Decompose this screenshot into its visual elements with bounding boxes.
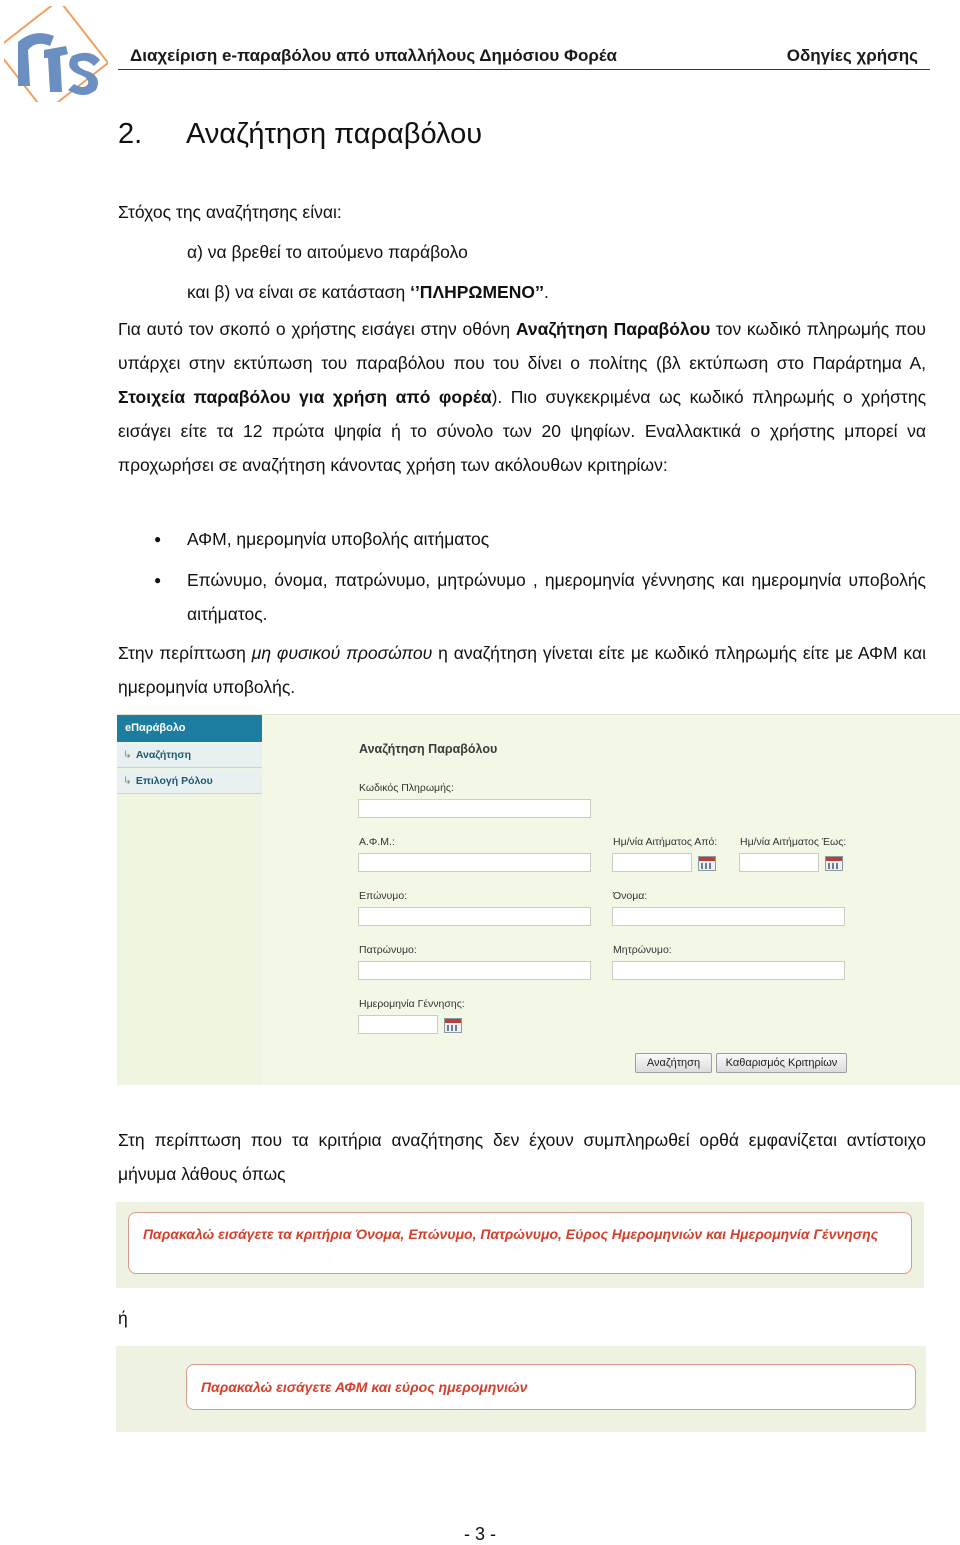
- para1-text-1: Για αυτό τον σκοπό ο χρήστης εισάγει στην οθόνη: [118, 319, 516, 339]
- header-document-title: Διαχείριση e-παραβόλου από υπαλλήλους Δημόσιου Φορέα: [130, 46, 617, 65]
- goal-a: α) να βρεθεί το αιτούμενο παράβολο: [187, 242, 468, 262]
- gsis-logo-icon: [4, 6, 108, 102]
- error-message: Παρακαλώ εισάγετε τα κριτήρια Όνομα, Επώνυμο, Πατρώνυμο, Εύρος Ημερομηνιών και Ημερομηνία Γέννησης: [128, 1212, 912, 1274]
- criteria-text: ΑΦΜ, ημερομηνία υποβολής αιτήματος: [187, 529, 490, 549]
- search-screen-screenshot: [117, 714, 960, 1085]
- bullet-icon: ●: [154, 573, 162, 587]
- paragraph-search-instructions: [118, 312, 926, 482]
- surname-input[interactable]: [358, 907, 591, 926]
- error-screenshot-2: [116, 1346, 926, 1432]
- mother-name-label: Μητρώνυμο:: [613, 944, 672, 956]
- name-label: Όνομα:: [613, 890, 648, 902]
- mother-name-input[interactable]: [612, 961, 845, 980]
- header-divider: [118, 69, 930, 70]
- sidebar-item-label: Αναζήτηση: [135, 749, 191, 761]
- para1-text-2: τον κωδικό πληρωμής που υπάρχει στην εκτύπωση του παραβόλου που του δίνει ο πολίτης (βλ εκτύπωση στο Παράρτημα Α,: [118, 319, 927, 373]
- afm-input[interactable]: [358, 853, 591, 872]
- error-message: Παρακαλώ εισάγετε ΑΦΜ και εύρος ημερομηνιών: [186, 1364, 916, 1410]
- or-text: ή: [118, 1308, 128, 1328]
- section-number: 2.: [118, 118, 143, 150]
- error-screenshot-1: [116, 1202, 924, 1288]
- criteria-list: [118, 522, 926, 631]
- header-guide-label: Οδηγίες χρήσης: [786, 46, 918, 65]
- father-name-input[interactable]: [358, 961, 591, 980]
- birthdate-label: Ημερομηνία Γέννησης:: [359, 998, 465, 1010]
- sidebar-title[interactable]: eΠαράβολο: [117, 715, 262, 742]
- intro-text: Στόχος της αναζήτησης είναι:: [118, 202, 342, 222]
- section-title: Αναζήτηση παραβόλου: [186, 118, 483, 150]
- calendar-icon[interactable]: [444, 1018, 462, 1033]
- paragraph-error-intro: Στη περίπτωση που τα κριτήρια αναζήτησης δεν έχουν συμπληρωθεί ορθά εμφανίζεται αντίστοιχο μήνυμα λάθους όπως: [118, 1130, 926, 1184]
- search-button[interactable]: Αναζήτηση: [635, 1053, 712, 1073]
- payment-code-input[interactable]: [358, 799, 591, 818]
- surname-label: Επώνυμο:: [359, 890, 408, 902]
- name-input[interactable]: [612, 907, 845, 926]
- sidebar: [117, 715, 262, 1085]
- para2-text-1: Στην περίπτωση: [118, 643, 252, 663]
- page-number: - 3 -: [463, 1524, 496, 1544]
- para2-text-2: η αναζήτηση γίνεται είτε με κωδικό πληρωμής είτε με ΑΦΜ και ημερομηνία υποβολής.: [118, 643, 926, 697]
- calendar-icon[interactable]: [698, 856, 716, 871]
- para1-section-ref: Στοιχεία παραβόλου για χρήση από φορέα: [118, 387, 492, 407]
- date-from-input[interactable]: [612, 853, 692, 872]
- calendar-icon[interactable]: [825, 856, 843, 871]
- sidebar-item-role[interactable]: [117, 769, 262, 794]
- criteria-text: Επώνυμο, όνομα, πατρώνυμο, μητρώνυμο , ημερομηνία γέννησης και ημερομηνία υποβολής αιτήματος.: [187, 570, 926, 624]
- date-to-input[interactable]: [739, 853, 819, 872]
- goal-b: [187, 282, 549, 303]
- date-to-label: Ημ/νία Αιτήματος Έως:: [740, 836, 847, 848]
- date-from-label: Ημ/νία Αιτήματος Από:: [613, 836, 718, 848]
- arrow-icon: ↳: [123, 775, 132, 787]
- goal-b-suffix: .: [544, 282, 549, 302]
- list-item: [118, 522, 926, 556]
- list-item: [118, 563, 926, 631]
- clear-criteria-button[interactable]: Καθαρισμός Κριτηρίων: [716, 1053, 847, 1073]
- para1-text-3: ). Πιο συγκεκριμένα ως κωδικό πληρωμής ο χρήστης εισάγει είτε τα 12 πρώτα ψηφία ή το σύνολο των 20 ψηφίων. Εναλλακτικά ο χρήστης μπορεί να προχωρήσει σε αναζήτηση κάνοντας χρήση των ακόλουθων κριτηρίων:: [118, 387, 926, 475]
- section-heading: [118, 118, 482, 151]
- status-paid: ‘’ΠΛΗΡΩΜΕΝΟ’’: [410, 282, 545, 302]
- payment-code-label: Κωδικός Πληρωμής:: [359, 782, 454, 794]
- para2-emphasis: μη φυσικού προσώπου: [251, 643, 433, 663]
- form-title: Αναζήτηση Παραβόλου: [359, 742, 498, 756]
- arrow-icon: ↳: [123, 749, 132, 761]
- birthdate-input[interactable]: [358, 1015, 438, 1034]
- sidebar-item-label: Επιλογή Ρόλου: [135, 775, 213, 787]
- paragraph-legal-entity: [118, 636, 926, 704]
- afm-label: Α.Φ.Μ.:: [359, 836, 395, 848]
- para1-screen-name: Αναζήτηση Παραβόλου: [515, 319, 711, 339]
- sidebar-item-search[interactable]: [117, 743, 262, 768]
- bullet-icon: ●: [154, 532, 162, 546]
- father-name-label: Πατρώνυμο:: [359, 944, 417, 956]
- goal-b-text: και β) να είναι σε κατάσταση: [187, 282, 411, 302]
